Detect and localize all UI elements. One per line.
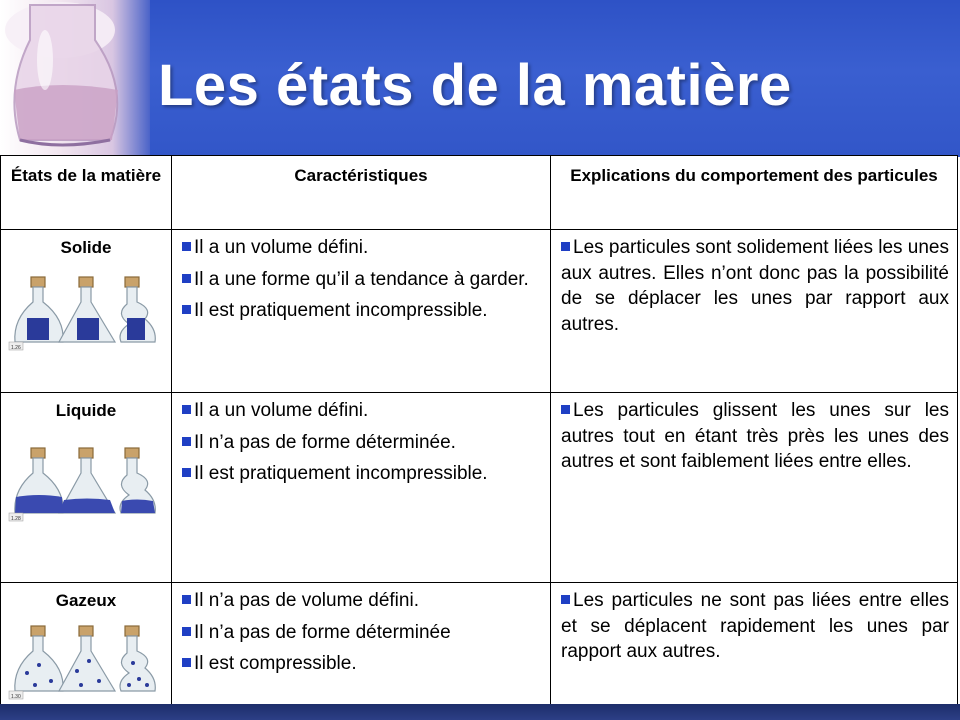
state-label: Gazeux <box>55 591 117 610</box>
page-title: Les états de la matière <box>158 53 792 118</box>
solid-flasks-icon <box>7 274 162 354</box>
bullet-square-icon <box>182 658 191 667</box>
explanation-item: Les particules sont solidement liées les unes aux autres. Elles n’ont donc pas la possibilité de se déplacer les unes par rapport aux autres. <box>561 237 949 335</box>
characteristic-item: Il a un volume défini. <box>182 235 542 261</box>
state-label: Liquide <box>55 401 117 420</box>
bullet-square-icon <box>182 595 191 604</box>
bullet-square-icon <box>182 405 191 414</box>
characteristic-item: Il est pratiquement incompressible. <box>182 461 542 487</box>
explanation-item: Les particules ne sont pas liées entre elles et se déplacent rapidement les unes par rapport aux autres. <box>561 590 949 662</box>
characteristic-item: Il a un volume défini. <box>182 398 542 424</box>
bullet-square-icon <box>182 468 191 477</box>
bullet-square-icon <box>182 627 191 636</box>
explanation-cell <box>551 583 958 708</box>
characteristics-cell <box>172 230 551 393</box>
characteristic-item: Il n’a pas de forme déterminée <box>182 620 542 646</box>
table-row <box>1 230 958 393</box>
state-cell-solide <box>1 230 172 393</box>
characteristic-item: Il a une forme qu’il a tendance à garder. <box>182 267 542 293</box>
figure-label: 1.30 <box>11 694 21 700</box>
footer-strip <box>0 704 960 720</box>
bullet-square-icon <box>182 242 191 251</box>
state-cell-gazeux <box>1 583 172 708</box>
characteristics-cell <box>172 393 551 583</box>
characteristics-cell <box>172 583 551 708</box>
state-label: Solide <box>60 238 112 257</box>
characteristic-item: Il n’a pas de volume défini. <box>182 588 542 614</box>
table-row <box>1 393 958 583</box>
characteristic-item: Il est pratiquement incompressible. <box>182 298 542 324</box>
bullet-square-icon <box>182 305 191 314</box>
title-banner <box>0 0 960 157</box>
bullet-square-icon <box>561 242 570 251</box>
liquid-flasks-icon <box>7 445 162 525</box>
header-explanations: Explications du comportement des particules <box>551 156 958 230</box>
table-row <box>1 583 958 708</box>
state-cell-liquide <box>1 393 172 583</box>
bullet-square-icon <box>182 274 191 283</box>
states-table <box>0 155 958 708</box>
header-states: États de la matière <box>1 156 172 230</box>
explanation-cell <box>551 230 958 393</box>
explanation-item: Les particules glissent les unes sur les autres tout en étant très près les unes des autres et sont faiblement liées entre elles. <box>561 400 949 472</box>
explanation-cell <box>551 393 958 583</box>
figure-label: 1.26 <box>11 345 21 351</box>
flask-photo-icon <box>0 0 150 157</box>
bullet-square-icon <box>561 595 570 604</box>
bullet-square-icon <box>561 405 570 414</box>
header-characteristics: Caractéristiques <box>172 156 551 230</box>
chemistry-flask-photo <box>0 0 150 157</box>
figure-label: 1.28 <box>11 516 21 522</box>
characteristic-item: Il n’a pas de forme déterminée. <box>182 430 542 456</box>
characteristic-item: Il est compressible. <box>182 651 542 677</box>
table-header-row <box>1 156 958 230</box>
bullet-square-icon <box>182 437 191 446</box>
gas-flasks-icon <box>7 623 162 703</box>
